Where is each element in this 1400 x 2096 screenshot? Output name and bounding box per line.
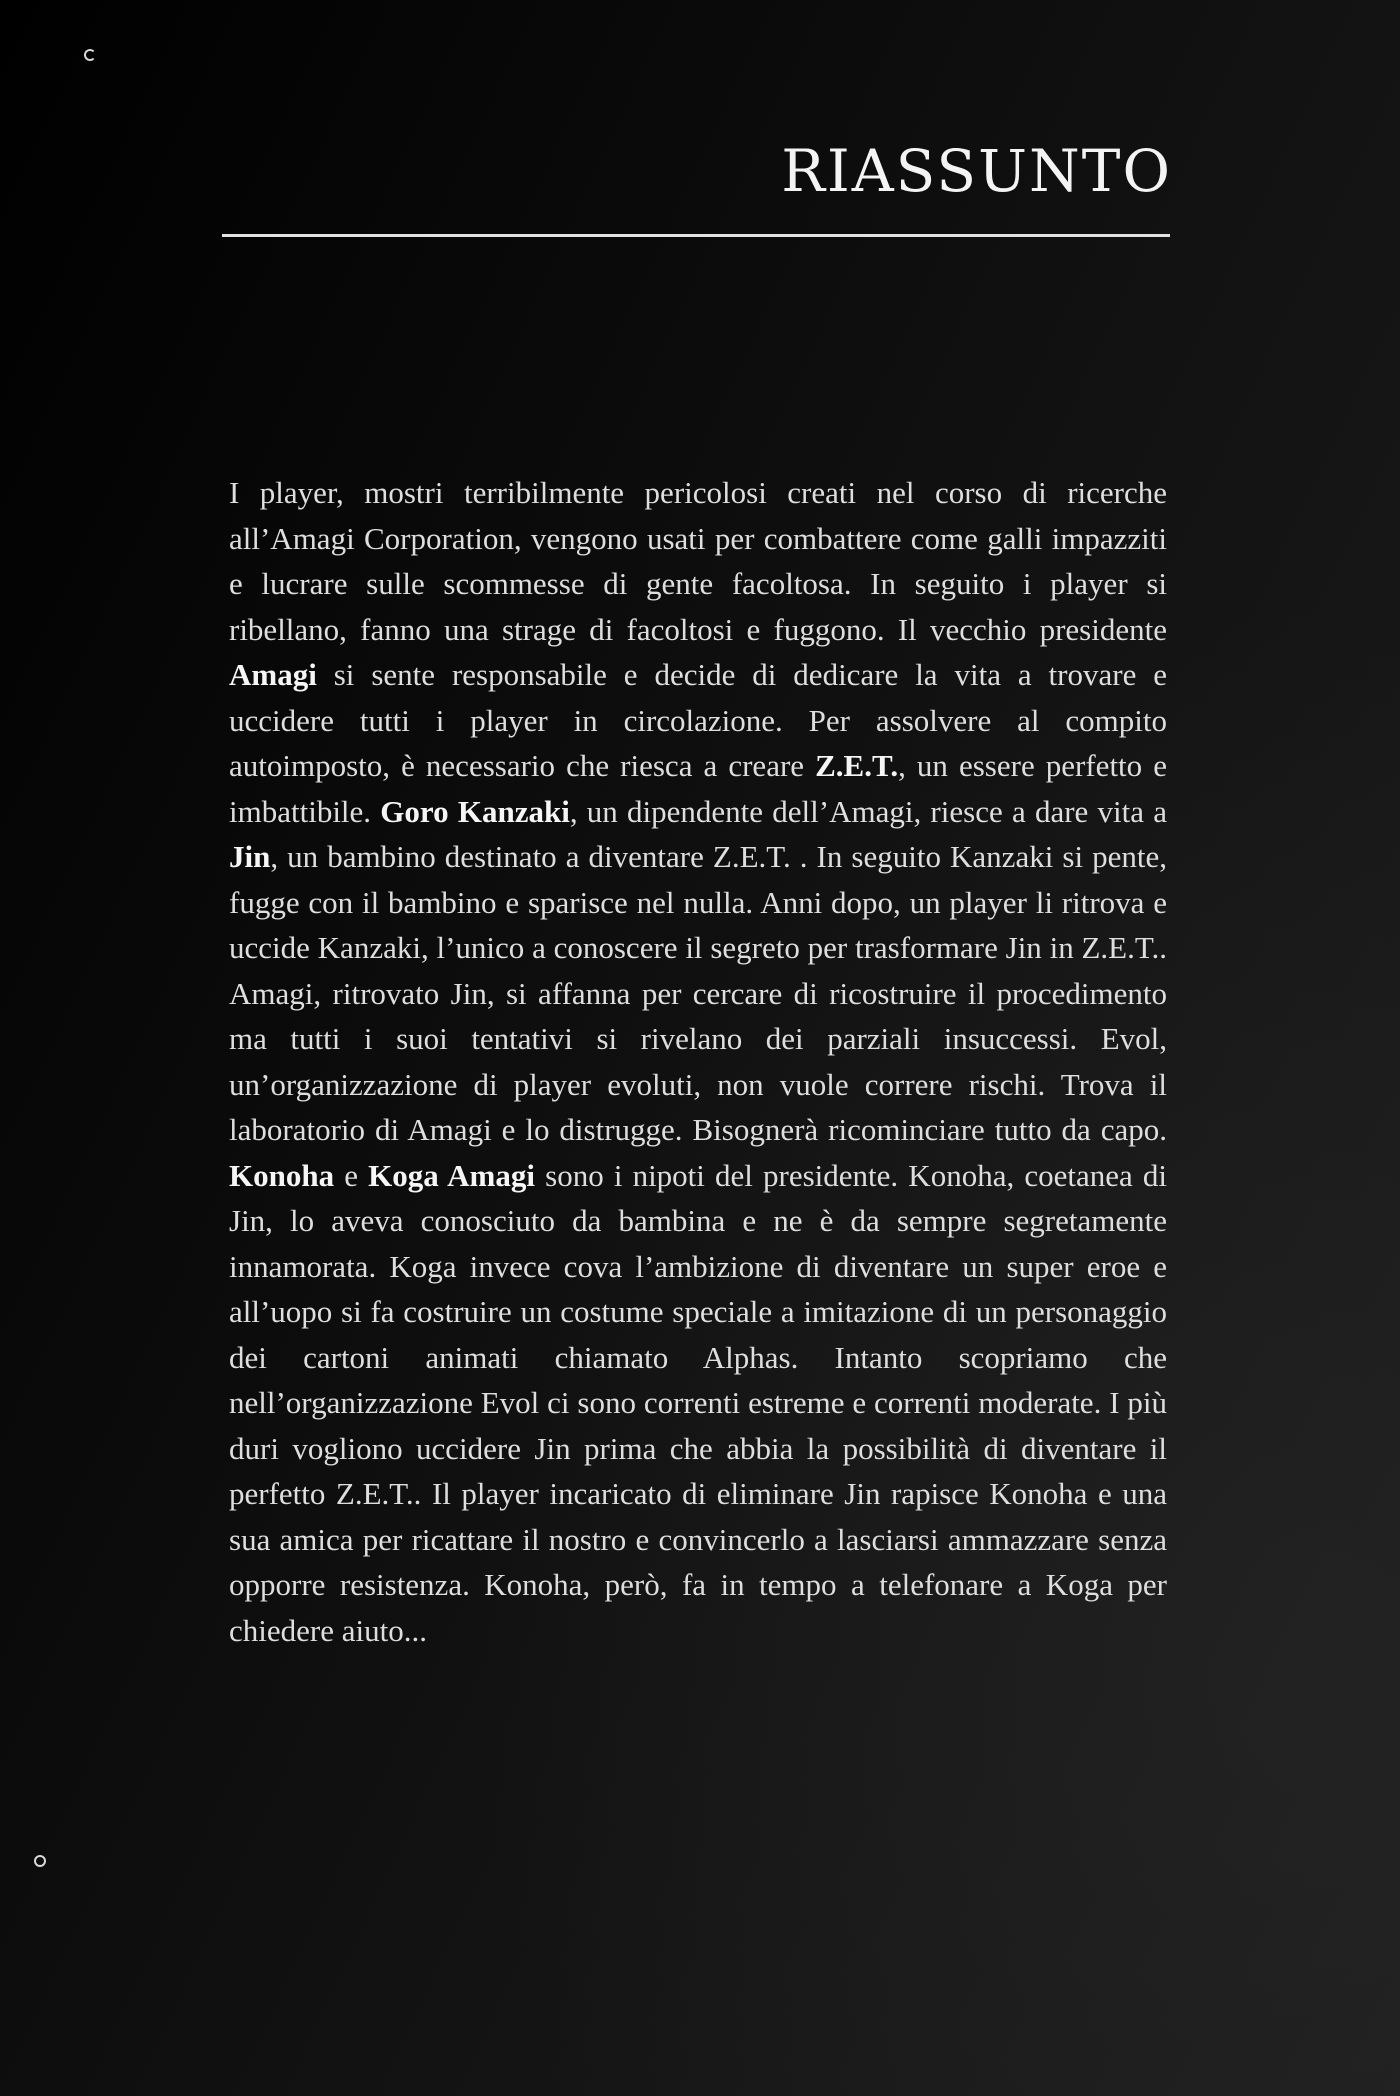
summary-text: , un bambino destinato a diventare Z.E.T. . In seguito Kanzaki si pente, fugge con il bambino e sparisce nel nulla. Anni dopo, un player li ritrova e uccide Kanzaki, l’unico a conoscere il segreto per trasformare Jin in Z.E.T.. Amagi, ritrovato Jin, si affanna per cercare di ricostruire il procedimento ma tutti i suoi tentativi si rivelano dei parziali insuccessi. Evol, un’organizzazione di player evoluti, non vuole correre rischi. Trova il laboratorio di Amagi e lo distrugge. Bisognerà ricominciare tutto da capo. bbox=[229, 839, 1167, 1147]
name-jin: Jin bbox=[229, 839, 271, 874]
page-title: RIASSUNTO bbox=[781, 136, 1172, 205]
name-konoha: Konoha bbox=[229, 1157, 335, 1193]
summary-text: e bbox=[334, 1157, 369, 1193]
scan-speck-mark bbox=[84, 49, 96, 61]
summary-text: si sente responsabile e decide di dedicare la vita a trovare e uccidere tutti i player in circolazione. Per assolvere al compito autoimposto, è necessario che riesca a creare bbox=[229, 657, 1167, 783]
summary-text: I player, mostri terribilmente pericolosi creati nel corso di ricerche all’Amagi Corporation, vengono usati per combattere come galli impazziti e lucrare sulle scommesse di gente facoltosa. In seguito i player si ribellano, fanno una strage di facoltosi e fuggono. Il vecchio presidente bbox=[229, 475, 1167, 647]
name-amagi: Amagi bbox=[229, 657, 317, 692]
name-koga-amagi: Koga Amagi bbox=[368, 1157, 535, 1193]
summary-text: sono i nipoti del presidente. Konoha, coetanea di Jin, lo aveva conosciuto da bambina e ne è da sempre segretamente innamorata. Koga invece cova l’ambizione di diventare un super eroe e all’uopo si fa costruire un costume speciale a imitazione di un personaggio dei cartoni animati chiamato Alphas. Intanto scopriamo che nell’organizzazione Evol ci sono correnti estreme e correnti moderate. I più duri vogliono uccidere Jin prima che abbia la possibilità di diventare il perfetto Z.E.T.. Il player incaricato di eliminare Jin rapisce Konoha e una sua amica per ricattare il nostro e convincerlo a lasciarsi ammazzare senza opporre resistenza. Konoha, però, fa in tempo a telefonare a Koga per chiedere aiuto... bbox=[229, 1157, 1167, 1648]
name-goro-kanzaki: Goro Kanzaki bbox=[380, 793, 570, 829]
summary-text: , un dipendente dell’Amagi, riesce a dare vita a bbox=[569, 793, 1167, 829]
name-zet: Z.E.T. bbox=[815, 748, 899, 783]
scan-ring-mark bbox=[34, 1855, 46, 1867]
title-divider bbox=[222, 234, 1170, 237]
summary-paragraph bbox=[229, 470, 1167, 1653]
summary-text: , un essere perfetto e imbattibile. bbox=[229, 748, 1167, 829]
